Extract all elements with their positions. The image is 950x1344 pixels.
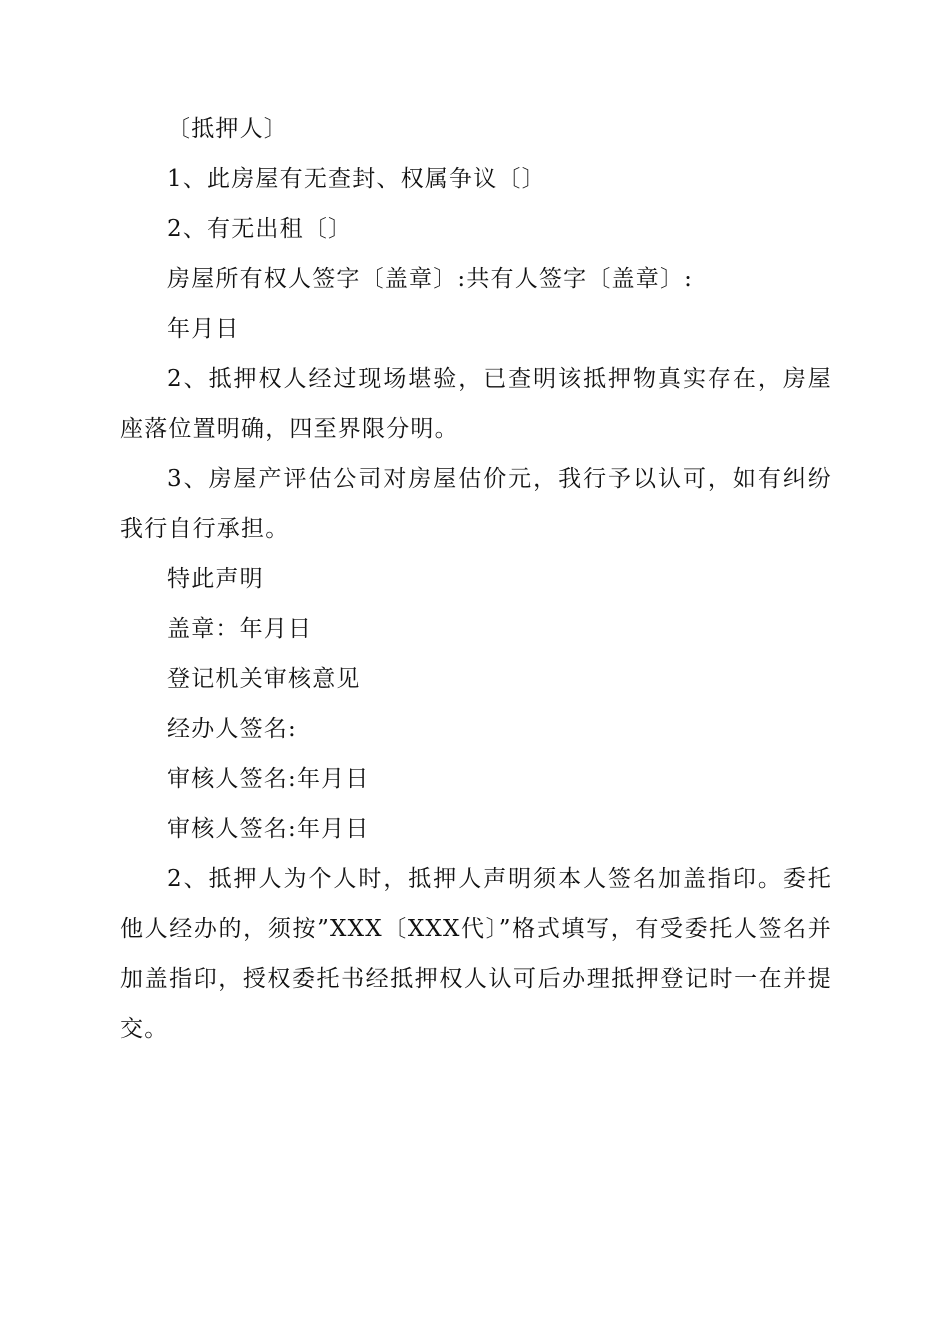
note-paragraph: 2、抵押人为个人时，抵押人声明须本人签名加盖指印。委托他人经办的，须按”XXX〔XXX代〕”格式填写，有受委托人签名并加盖指印，授权委托书经抵押权人认可后办理抵押登记时一在并提交。 xyxy=(120,866,832,1042)
rental-line: 2、有无出租〔〕 xyxy=(167,216,353,242)
valuation-paragraph: 3、房屋产评估公司对房屋估价元，我行予以认可，如有纠纷我行自行承担。 xyxy=(120,466,832,542)
mortgagor-heading: 〔抵押人〕 xyxy=(167,116,288,142)
declaration-line: 特此声明 xyxy=(167,566,264,592)
registry-review-line: 登记机关审核意见 xyxy=(167,666,361,692)
seal-date-line: 盖章：年月日 xyxy=(167,616,313,642)
seizure-dispute-line: 1、此房屋有无查封、权属争议〔〕 xyxy=(167,166,546,192)
handler-signature-line: 经办人签名: xyxy=(167,716,297,742)
reviewer-signature-line-1: 审核人签名:年月日 xyxy=(167,766,370,792)
date-line: 年月日 xyxy=(167,316,240,342)
owner-signature-line: 房屋所有权人签字〔盖章〕:共有人签字〔盖章〕: xyxy=(167,266,694,292)
inspection-paragraph: 2、抵押权人经过现场堪验，已查明该抵押物真实存在，房屋座落位置明确，四至界限分明。 xyxy=(120,366,832,442)
reviewer-signature-line-2: 审核人签名:年月日 xyxy=(167,816,370,842)
document-body xyxy=(120,104,832,1054)
